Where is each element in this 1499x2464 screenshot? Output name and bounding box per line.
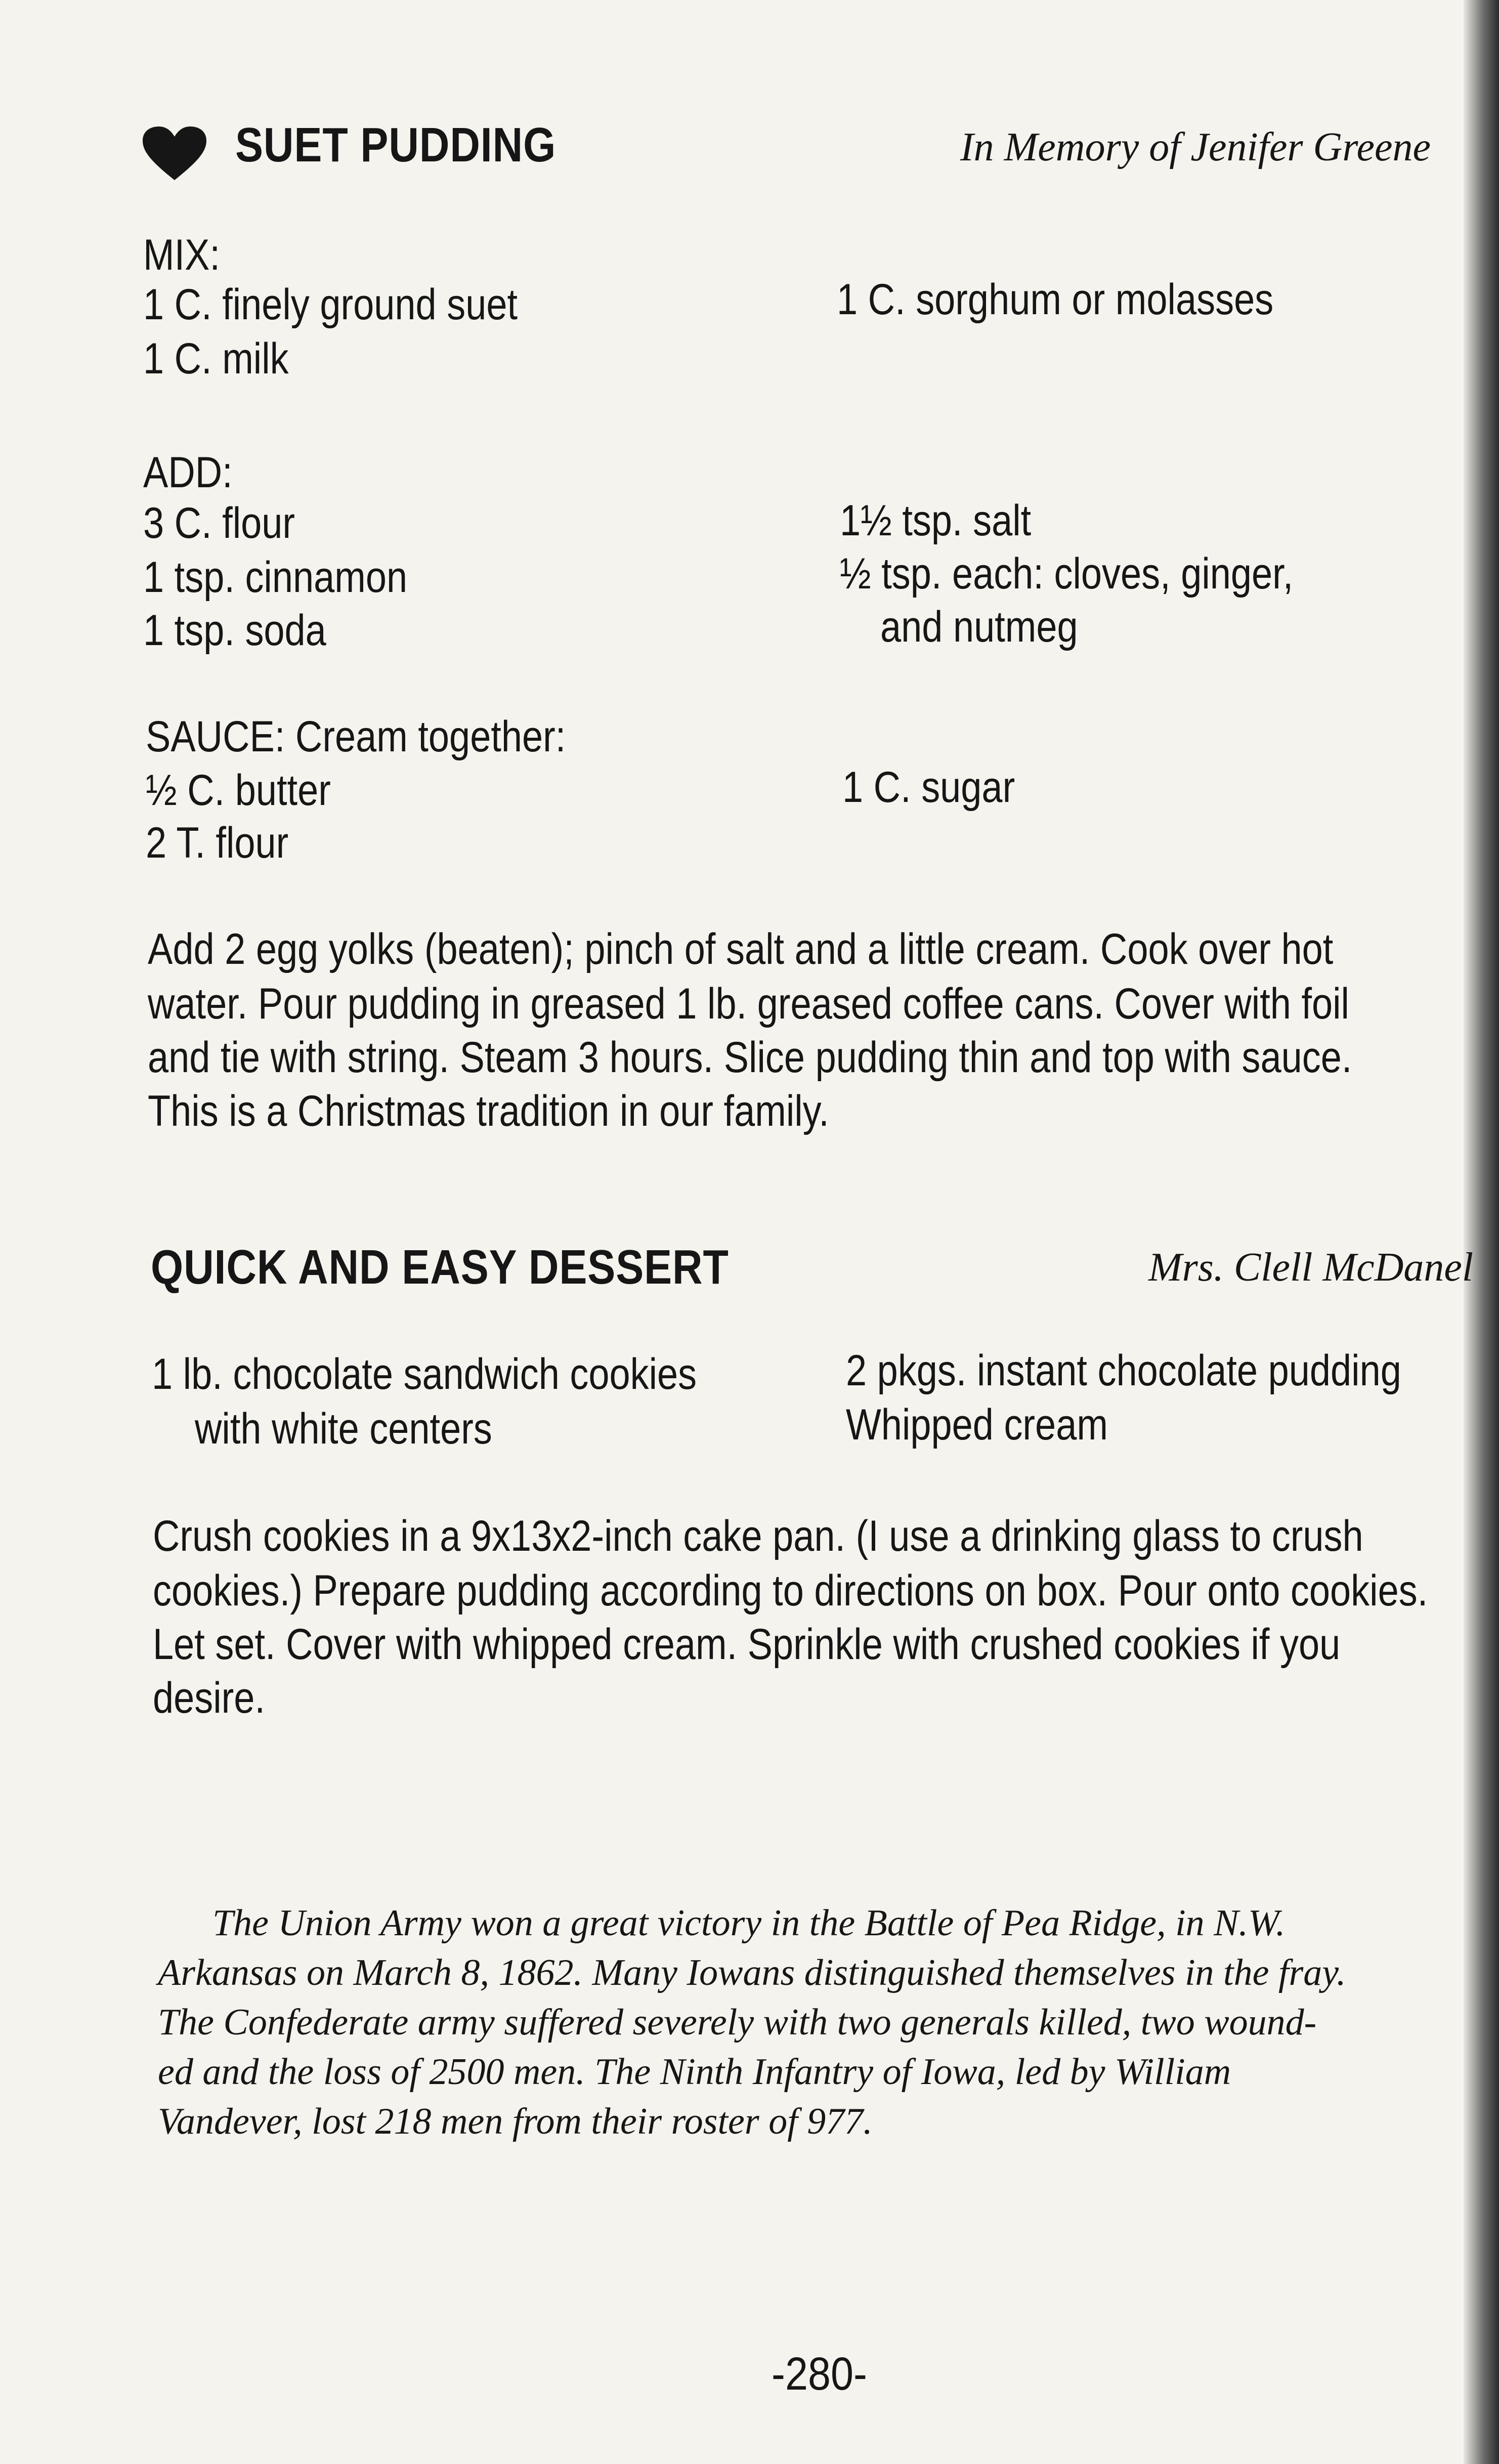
ingredient-line: Whipped cream [846,1400,1108,1449]
ingredient-line: 1 tsp. cinnamon [143,553,408,602]
ingredient-line: 1½ tsp. salt [840,496,1032,545]
directions-line: and tie with string. Steam 3 hours. Slice pudding thin and top with sauce. [148,1033,1352,1082]
directions-line: water. Pour pudding in greased 1 lb. greased coffee cans. Cover with foil [148,980,1349,1028]
directions-line: This is a Christmas tradition in our family. [148,1087,829,1135]
ingredient-line: 1 tsp. soda [143,606,326,655]
directions-line: cookies.) Prepare pudding according to directions on box. Pour onto cookies. [153,1566,1428,1615]
ingredient-line: 1 C. sorghum or molasses [837,275,1274,324]
ingredient-line: 2 pkgs. instant chocolate pudding [846,1346,1401,1395]
history-note-line: The Confederate army suffered severely with two generals killed, two wound- [158,2002,1317,2043]
ingredient-line: ½ C. butter [146,766,331,815]
ingredient-line: and nutmeg [880,603,1078,651]
directions-line: Crush cookies in a 9x13x2-inch cake pan. (I use a drinking glass to crush [153,1512,1363,1560]
heart-icon [142,125,207,181]
ingredient-line: 2 T. flour [146,819,289,867]
ingredient-line: 1 C. milk [143,334,289,383]
history-note-line: Arkansas on March 8, 1862. Many Iowans distinguished themselves in the fray. [158,1952,1346,1993]
page-number: -280- [772,2348,868,2400]
directions-line: desire. [153,1674,266,1722]
history-note-line: ed and the loss of 2500 men. The Ninth Infantry of Iowa, led by William [158,2051,1231,2093]
ingredient-line: ½ tsp. each: cloves, ginger, [840,549,1294,598]
sauce-label: SAUCE: Cream together: [146,712,566,761]
mix-label: MIX: [143,231,221,279]
ingredient-line: 1 C. sugar [842,763,1015,812]
dedication: In Memory of Jenifer Greene [960,125,1431,169]
ingredient-line: with white centers [195,1405,492,1453]
directions-line: Add 2 egg yolks (beaten); pinch of salt and a little cream. Cook over hot [148,925,1334,973]
ingredient-line: 3 C. flour [143,499,295,547]
recipe-title: SUET PUDDING [235,118,556,172]
recipe-title: QUICK AND EASY DESSERT [151,1240,729,1294]
ingredient-line: 1 lb. chocolate sandwich cookies [152,1350,697,1398]
directions-line: Let set. Cover with whipped cream. Sprinkle with crushed cookies if you [153,1620,1341,1669]
history-note-line: Vandever, lost 218 men from their roster of 977. [158,2101,873,2142]
contributor: Mrs. Clell McDanel [1148,1245,1474,1290]
add-label: ADD: [143,448,233,497]
ingredient-line: 1 C. finely ground suet [143,280,518,329]
page-binding-shadow [1464,0,1499,2464]
history-note-line: The Union Army won a great victory in the Battle of Pea Ridge, in N.W. [212,1902,1286,1944]
